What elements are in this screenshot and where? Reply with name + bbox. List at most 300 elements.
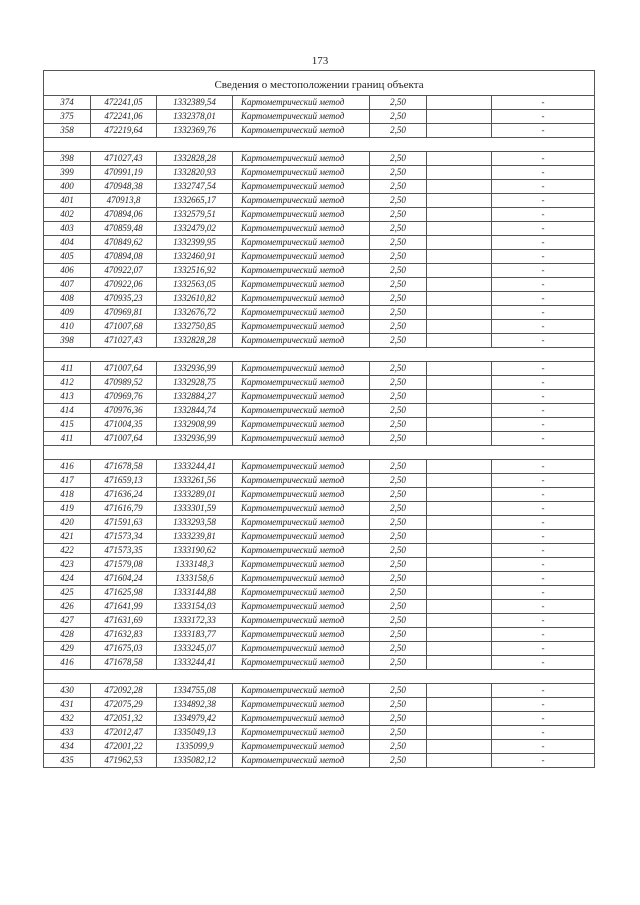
group-separator <box>44 670 595 684</box>
coord-y-cell: 1332928,75 <box>157 376 233 390</box>
accuracy-cell: 2,50 <box>370 320 427 334</box>
method-cell: Картометрический метод <box>233 698 370 712</box>
method-cell: Картометрический метод <box>233 292 370 306</box>
table-row <box>44 516 595 530</box>
accuracy-cell: 2,50 <box>370 754 427 768</box>
coord-y-cell: 1333154,03 <box>157 600 233 614</box>
accuracy-cell: 2,50 <box>370 124 427 138</box>
point-number-cell: 374 <box>44 96 91 110</box>
coord-x-cell: 470935,23 <box>91 292 157 306</box>
coord-x-cell: 471579,08 <box>91 558 157 572</box>
table-row <box>44 530 595 544</box>
accuracy-cell: 2,50 <box>370 712 427 726</box>
note-cell <box>427 544 492 558</box>
point-number-cell: 416 <box>44 656 91 670</box>
dash-cell: - <box>492 698 595 712</box>
method-cell: Картометрический метод <box>233 572 370 586</box>
method-cell: Картометрический метод <box>233 418 370 432</box>
point-number-cell: 421 <box>44 530 91 544</box>
dash-cell: - <box>492 390 595 404</box>
accuracy-cell: 2,50 <box>370 516 427 530</box>
method-cell: Картометрический метод <box>233 684 370 698</box>
coord-y-cell: 1333261,56 <box>157 474 233 488</box>
dash-cell: - <box>492 740 595 754</box>
point-number-cell: 415 <box>44 418 91 432</box>
dash-cell: - <box>492 404 595 418</box>
note-cell <box>427 628 492 642</box>
table-body <box>44 71 595 768</box>
point-number-cell: 401 <box>44 194 91 208</box>
coord-x-cell: 471004,35 <box>91 418 157 432</box>
coord-x-cell: 472219,64 <box>91 124 157 138</box>
note-cell <box>427 656 492 670</box>
table-row <box>44 642 595 656</box>
coord-x-cell: 471591,63 <box>91 516 157 530</box>
dash-cell: - <box>492 712 595 726</box>
method-cell: Картометрический метод <box>233 110 370 124</box>
table-title-row <box>44 71 595 96</box>
method-cell: Картометрический метод <box>233 222 370 236</box>
coord-y-cell: 1332747,54 <box>157 180 233 194</box>
table-row <box>44 362 595 376</box>
coord-y-cell: 1334979,42 <box>157 712 233 726</box>
table-row <box>44 502 595 516</box>
table-row <box>44 222 595 236</box>
dash-cell: - <box>492 530 595 544</box>
coord-y-cell: 1333190,62 <box>157 544 233 558</box>
coord-y-cell: 1332676,72 <box>157 306 233 320</box>
dash-cell: - <box>492 754 595 768</box>
point-number-cell: 414 <box>44 404 91 418</box>
note-cell <box>427 586 492 600</box>
coord-x-cell: 471659,13 <box>91 474 157 488</box>
coord-x-cell: 470948,38 <box>91 180 157 194</box>
point-number-cell: 422 <box>44 544 91 558</box>
point-number-cell: 428 <box>44 628 91 642</box>
table-row <box>44 656 595 670</box>
method-cell: Картометрический метод <box>233 250 370 264</box>
coord-x-cell: 471678,58 <box>91 460 157 474</box>
point-number-cell: 404 <box>44 236 91 250</box>
dash-cell: - <box>492 572 595 586</box>
method-cell: Картометрический метод <box>233 278 370 292</box>
separator-cell <box>44 670 595 684</box>
table-row <box>44 600 595 614</box>
coord-y-cell: 1332369,76 <box>157 124 233 138</box>
method-cell: Картометрический метод <box>233 362 370 376</box>
note-cell <box>427 432 492 446</box>
accuracy-cell: 2,50 <box>370 110 427 124</box>
dash-cell: - <box>492 334 595 348</box>
accuracy-cell: 2,50 <box>370 334 427 348</box>
coord-x-cell: 470849,62 <box>91 236 157 250</box>
point-number-cell: 411 <box>44 432 91 446</box>
method-cell: Картометрический метод <box>233 124 370 138</box>
coord-x-cell: 471641,99 <box>91 600 157 614</box>
table-row <box>44 166 595 180</box>
note-cell <box>427 362 492 376</box>
point-number-cell: 410 <box>44 320 91 334</box>
dash-cell: - <box>492 418 595 432</box>
coord-x-cell: 471631,69 <box>91 614 157 628</box>
point-number-cell: 426 <box>44 600 91 614</box>
point-number-cell: 408 <box>44 292 91 306</box>
accuracy-cell: 2,50 <box>370 264 427 278</box>
accuracy-cell: 2,50 <box>370 376 427 390</box>
note-cell <box>427 488 492 502</box>
accuracy-cell: 2,50 <box>370 684 427 698</box>
coord-x-cell: 472092,28 <box>91 684 157 698</box>
point-number-cell: 431 <box>44 698 91 712</box>
method-cell: Картометрический метод <box>233 96 370 110</box>
point-number-cell: 406 <box>44 264 91 278</box>
method-cell: Картометрический метод <box>233 376 370 390</box>
method-cell: Картометрический метод <box>233 180 370 194</box>
coord-y-cell: 1332389,54 <box>157 96 233 110</box>
method-cell: Картометрический метод <box>233 614 370 628</box>
coord-y-cell: 1332828,28 <box>157 334 233 348</box>
method-cell: Картометрический метод <box>233 320 370 334</box>
note-cell <box>427 110 492 124</box>
coord-x-cell: 470922,07 <box>91 264 157 278</box>
note-cell <box>427 194 492 208</box>
separator-cell <box>44 446 595 460</box>
coord-x-cell: 471604,24 <box>91 572 157 586</box>
table-row <box>44 558 595 572</box>
table-row <box>44 250 595 264</box>
accuracy-cell: 2,50 <box>370 488 427 502</box>
coord-x-cell: 471027,43 <box>91 334 157 348</box>
coord-x-cell: 470989,52 <box>91 376 157 390</box>
dash-cell: - <box>492 726 595 740</box>
accuracy-cell: 2,50 <box>370 250 427 264</box>
coord-y-cell: 1332820,93 <box>157 166 233 180</box>
coord-x-cell: 470969,76 <box>91 390 157 404</box>
coord-x-cell: 470913,8 <box>91 194 157 208</box>
coord-y-cell: 1332844,74 <box>157 404 233 418</box>
coord-y-cell: 1333301,59 <box>157 502 233 516</box>
coord-x-cell: 472241,05 <box>91 96 157 110</box>
method-cell: Картометрический метод <box>233 740 370 754</box>
note-cell <box>427 418 492 432</box>
dash-cell: - <box>492 376 595 390</box>
coord-y-cell: 1333293,58 <box>157 516 233 530</box>
coord-x-cell: 471632,83 <box>91 628 157 642</box>
table-row <box>44 194 595 208</box>
table-row <box>44 754 595 768</box>
point-number-cell: 405 <box>44 250 91 264</box>
point-number-cell: 427 <box>44 614 91 628</box>
table-row <box>44 292 595 306</box>
point-number-cell: 429 <box>44 642 91 656</box>
note-cell <box>427 264 492 278</box>
point-number-cell: 416 <box>44 460 91 474</box>
point-number-cell: 398 <box>44 334 91 348</box>
note-cell <box>427 236 492 250</box>
method-cell: Картометрический метод <box>233 334 370 348</box>
table-row <box>44 572 595 586</box>
accuracy-cell: 2,50 <box>370 614 427 628</box>
method-cell: Картометрический метод <box>233 236 370 250</box>
table-row <box>44 712 595 726</box>
coord-x-cell: 470922,06 <box>91 278 157 292</box>
coord-y-cell: 1332936,99 <box>157 432 233 446</box>
note-cell <box>427 684 492 698</box>
point-number-cell: 358 <box>44 124 91 138</box>
table-row <box>44 726 595 740</box>
method-cell: Картометрический метод <box>233 306 370 320</box>
dash-cell: - <box>492 194 595 208</box>
coord-x-cell: 471007,64 <box>91 432 157 446</box>
method-cell: Картометрический метод <box>233 488 370 502</box>
point-number-cell: 400 <box>44 180 91 194</box>
note-cell <box>427 96 492 110</box>
note-cell <box>427 208 492 222</box>
group-separator <box>44 348 595 362</box>
note-cell <box>427 166 492 180</box>
table-row <box>44 180 595 194</box>
dash-cell: - <box>492 432 595 446</box>
note-cell <box>427 642 492 656</box>
table-row <box>44 278 595 292</box>
table-row <box>44 684 595 698</box>
method-cell: Картометрический метод <box>233 208 370 222</box>
coord-y-cell: 1332828,28 <box>157 152 233 166</box>
note-cell <box>427 180 492 194</box>
coord-y-cell: 1332610,82 <box>157 292 233 306</box>
accuracy-cell: 2,50 <box>370 656 427 670</box>
coord-x-cell: 471007,64 <box>91 362 157 376</box>
coord-x-cell: 470969,81 <box>91 306 157 320</box>
accuracy-cell: 2,50 <box>370 530 427 544</box>
method-cell: Картометрический метод <box>233 656 370 670</box>
dash-cell: - <box>492 110 595 124</box>
accuracy-cell: 2,50 <box>370 586 427 600</box>
dash-cell: - <box>492 474 595 488</box>
coord-x-cell: 471625,98 <box>91 586 157 600</box>
dash-cell: - <box>492 600 595 614</box>
coord-x-cell: 472001,22 <box>91 740 157 754</box>
coord-y-cell: 1332516,92 <box>157 264 233 278</box>
note-cell <box>427 572 492 586</box>
dash-cell: - <box>492 628 595 642</box>
point-number-cell: 399 <box>44 166 91 180</box>
coord-y-cell: 1333244,41 <box>157 656 233 670</box>
dash-cell: - <box>492 320 595 334</box>
coord-y-cell: 1332563,05 <box>157 278 233 292</box>
note-cell <box>427 222 492 236</box>
table-row <box>44 390 595 404</box>
coord-y-cell: 1333183,77 <box>157 628 233 642</box>
coord-x-cell: 472012,47 <box>91 726 157 740</box>
point-number-cell: 407 <box>44 278 91 292</box>
separator-cell <box>44 348 595 362</box>
method-cell: Картометрический метод <box>233 642 370 656</box>
point-number-cell: 413 <box>44 390 91 404</box>
point-number-cell: 418 <box>44 488 91 502</box>
dash-cell: - <box>492 558 595 572</box>
method-cell: Картометрический метод <box>233 166 370 180</box>
table-row <box>44 460 595 474</box>
coord-y-cell: 1334755,08 <box>157 684 233 698</box>
table-row <box>44 306 595 320</box>
coord-y-cell: 1333239,81 <box>157 530 233 544</box>
dash-cell: - <box>492 278 595 292</box>
coord-y-cell: 1333148,3 <box>157 558 233 572</box>
method-cell: Картометрический метод <box>233 726 370 740</box>
table-row <box>44 124 595 138</box>
table-row <box>44 376 595 390</box>
table-row <box>44 432 595 446</box>
coord-y-cell: 1332479,02 <box>157 222 233 236</box>
coord-y-cell: 1332884,27 <box>157 390 233 404</box>
table-row <box>44 474 595 488</box>
point-number-cell: 398 <box>44 152 91 166</box>
accuracy-cell: 2,50 <box>370 306 427 320</box>
note-cell <box>427 250 492 264</box>
coord-y-cell: 1332460,91 <box>157 250 233 264</box>
table-row <box>44 586 595 600</box>
accuracy-cell: 2,50 <box>370 236 427 250</box>
table-row <box>44 110 595 124</box>
point-number-cell: 430 <box>44 684 91 698</box>
note-cell <box>427 726 492 740</box>
accuracy-cell: 2,50 <box>370 208 427 222</box>
accuracy-cell: 2,50 <box>370 474 427 488</box>
table-row <box>44 740 595 754</box>
table-row <box>44 96 595 110</box>
dash-cell: - <box>492 642 595 656</box>
note-cell <box>427 404 492 418</box>
coord-y-cell: 1332936,99 <box>157 362 233 376</box>
coord-y-cell: 1333158,6 <box>157 572 233 586</box>
coord-x-cell: 471675,03 <box>91 642 157 656</box>
accuracy-cell: 2,50 <box>370 642 427 656</box>
coord-x-cell: 471573,34 <box>91 530 157 544</box>
coord-y-cell: 1333244,41 <box>157 460 233 474</box>
accuracy-cell: 2,50 <box>370 194 427 208</box>
point-number-cell: 402 <box>44 208 91 222</box>
note-cell <box>427 460 492 474</box>
table-row <box>44 614 595 628</box>
note-cell <box>427 600 492 614</box>
method-cell: Картометрический метод <box>233 712 370 726</box>
dash-cell: - <box>492 460 595 474</box>
point-number-cell: 409 <box>44 306 91 320</box>
note-cell <box>427 516 492 530</box>
dash-cell: - <box>492 166 595 180</box>
table-row <box>44 488 595 502</box>
coord-x-cell: 470894,06 <box>91 208 157 222</box>
table-row <box>44 698 595 712</box>
dash-cell: - <box>492 614 595 628</box>
dash-cell: - <box>492 208 595 222</box>
table-row <box>44 544 595 558</box>
dash-cell: - <box>492 124 595 138</box>
method-cell: Картометрический метод <box>233 152 370 166</box>
note-cell <box>427 740 492 754</box>
table-row <box>44 628 595 642</box>
point-number-cell: 434 <box>44 740 91 754</box>
dash-cell: - <box>492 684 595 698</box>
method-cell: Картометрический метод <box>233 628 370 642</box>
note-cell <box>427 376 492 390</box>
coord-y-cell: 1332750,85 <box>157 320 233 334</box>
coord-x-cell: 471616,79 <box>91 502 157 516</box>
accuracy-cell: 2,50 <box>370 362 427 376</box>
accuracy-cell: 2,50 <box>370 502 427 516</box>
table-row <box>44 404 595 418</box>
table-row <box>44 236 595 250</box>
coord-y-cell: 1333172,33 <box>157 614 233 628</box>
dash-cell: - <box>492 362 595 376</box>
coord-x-cell: 471573,35 <box>91 544 157 558</box>
coord-y-cell: 1333144,88 <box>157 586 233 600</box>
method-cell: Картометрический метод <box>233 530 370 544</box>
point-number-cell: 420 <box>44 516 91 530</box>
accuracy-cell: 2,50 <box>370 600 427 614</box>
note-cell <box>427 530 492 544</box>
accuracy-cell: 2,50 <box>370 222 427 236</box>
coord-y-cell: 1332399,95 <box>157 236 233 250</box>
point-number-cell: 432 <box>44 712 91 726</box>
note-cell <box>427 390 492 404</box>
note-cell <box>427 698 492 712</box>
dash-cell: - <box>492 544 595 558</box>
method-cell: Картометрический метод <box>233 460 370 474</box>
accuracy-cell: 2,50 <box>370 96 427 110</box>
accuracy-cell: 2,50 <box>370 152 427 166</box>
coord-x-cell: 472075,29 <box>91 698 157 712</box>
table-row <box>44 418 595 432</box>
coord-y-cell: 1332378,01 <box>157 110 233 124</box>
coord-y-cell: 1332665,17 <box>157 194 233 208</box>
point-number-cell: 403 <box>44 222 91 236</box>
note-cell <box>427 124 492 138</box>
page-number: 173 <box>311 55 329 67</box>
point-number-cell: 425 <box>44 586 91 600</box>
method-cell: Картометрический метод <box>233 194 370 208</box>
group-separator <box>44 446 595 460</box>
method-cell: Картометрический метод <box>233 558 370 572</box>
note-cell <box>427 334 492 348</box>
accuracy-cell: 2,50 <box>370 628 427 642</box>
coord-y-cell: 1334892,38 <box>157 698 233 712</box>
method-cell: Картометрический метод <box>233 264 370 278</box>
dash-cell: - <box>492 502 595 516</box>
dash-cell: - <box>492 656 595 670</box>
accuracy-cell: 2,50 <box>370 418 427 432</box>
accuracy-cell: 2,50 <box>370 544 427 558</box>
accuracy-cell: 2,50 <box>370 166 427 180</box>
note-cell <box>427 292 492 306</box>
method-cell: Картометрический метод <box>233 586 370 600</box>
accuracy-cell: 2,50 <box>370 460 427 474</box>
note-cell <box>427 278 492 292</box>
point-number-cell: 433 <box>44 726 91 740</box>
coord-y-cell: 1332579,51 <box>157 208 233 222</box>
coord-y-cell: 1335049,13 <box>157 726 233 740</box>
method-cell: Картометрический метод <box>233 544 370 558</box>
coord-x-cell: 471027,43 <box>91 152 157 166</box>
coord-x-cell: 472051,32 <box>91 712 157 726</box>
dash-cell: - <box>492 236 595 250</box>
coord-y-cell: 1335082,12 <box>157 754 233 768</box>
accuracy-cell: 2,50 <box>370 432 427 446</box>
accuracy-cell: 2,50 <box>370 726 427 740</box>
note-cell <box>427 474 492 488</box>
coord-x-cell: 470859,48 <box>91 222 157 236</box>
